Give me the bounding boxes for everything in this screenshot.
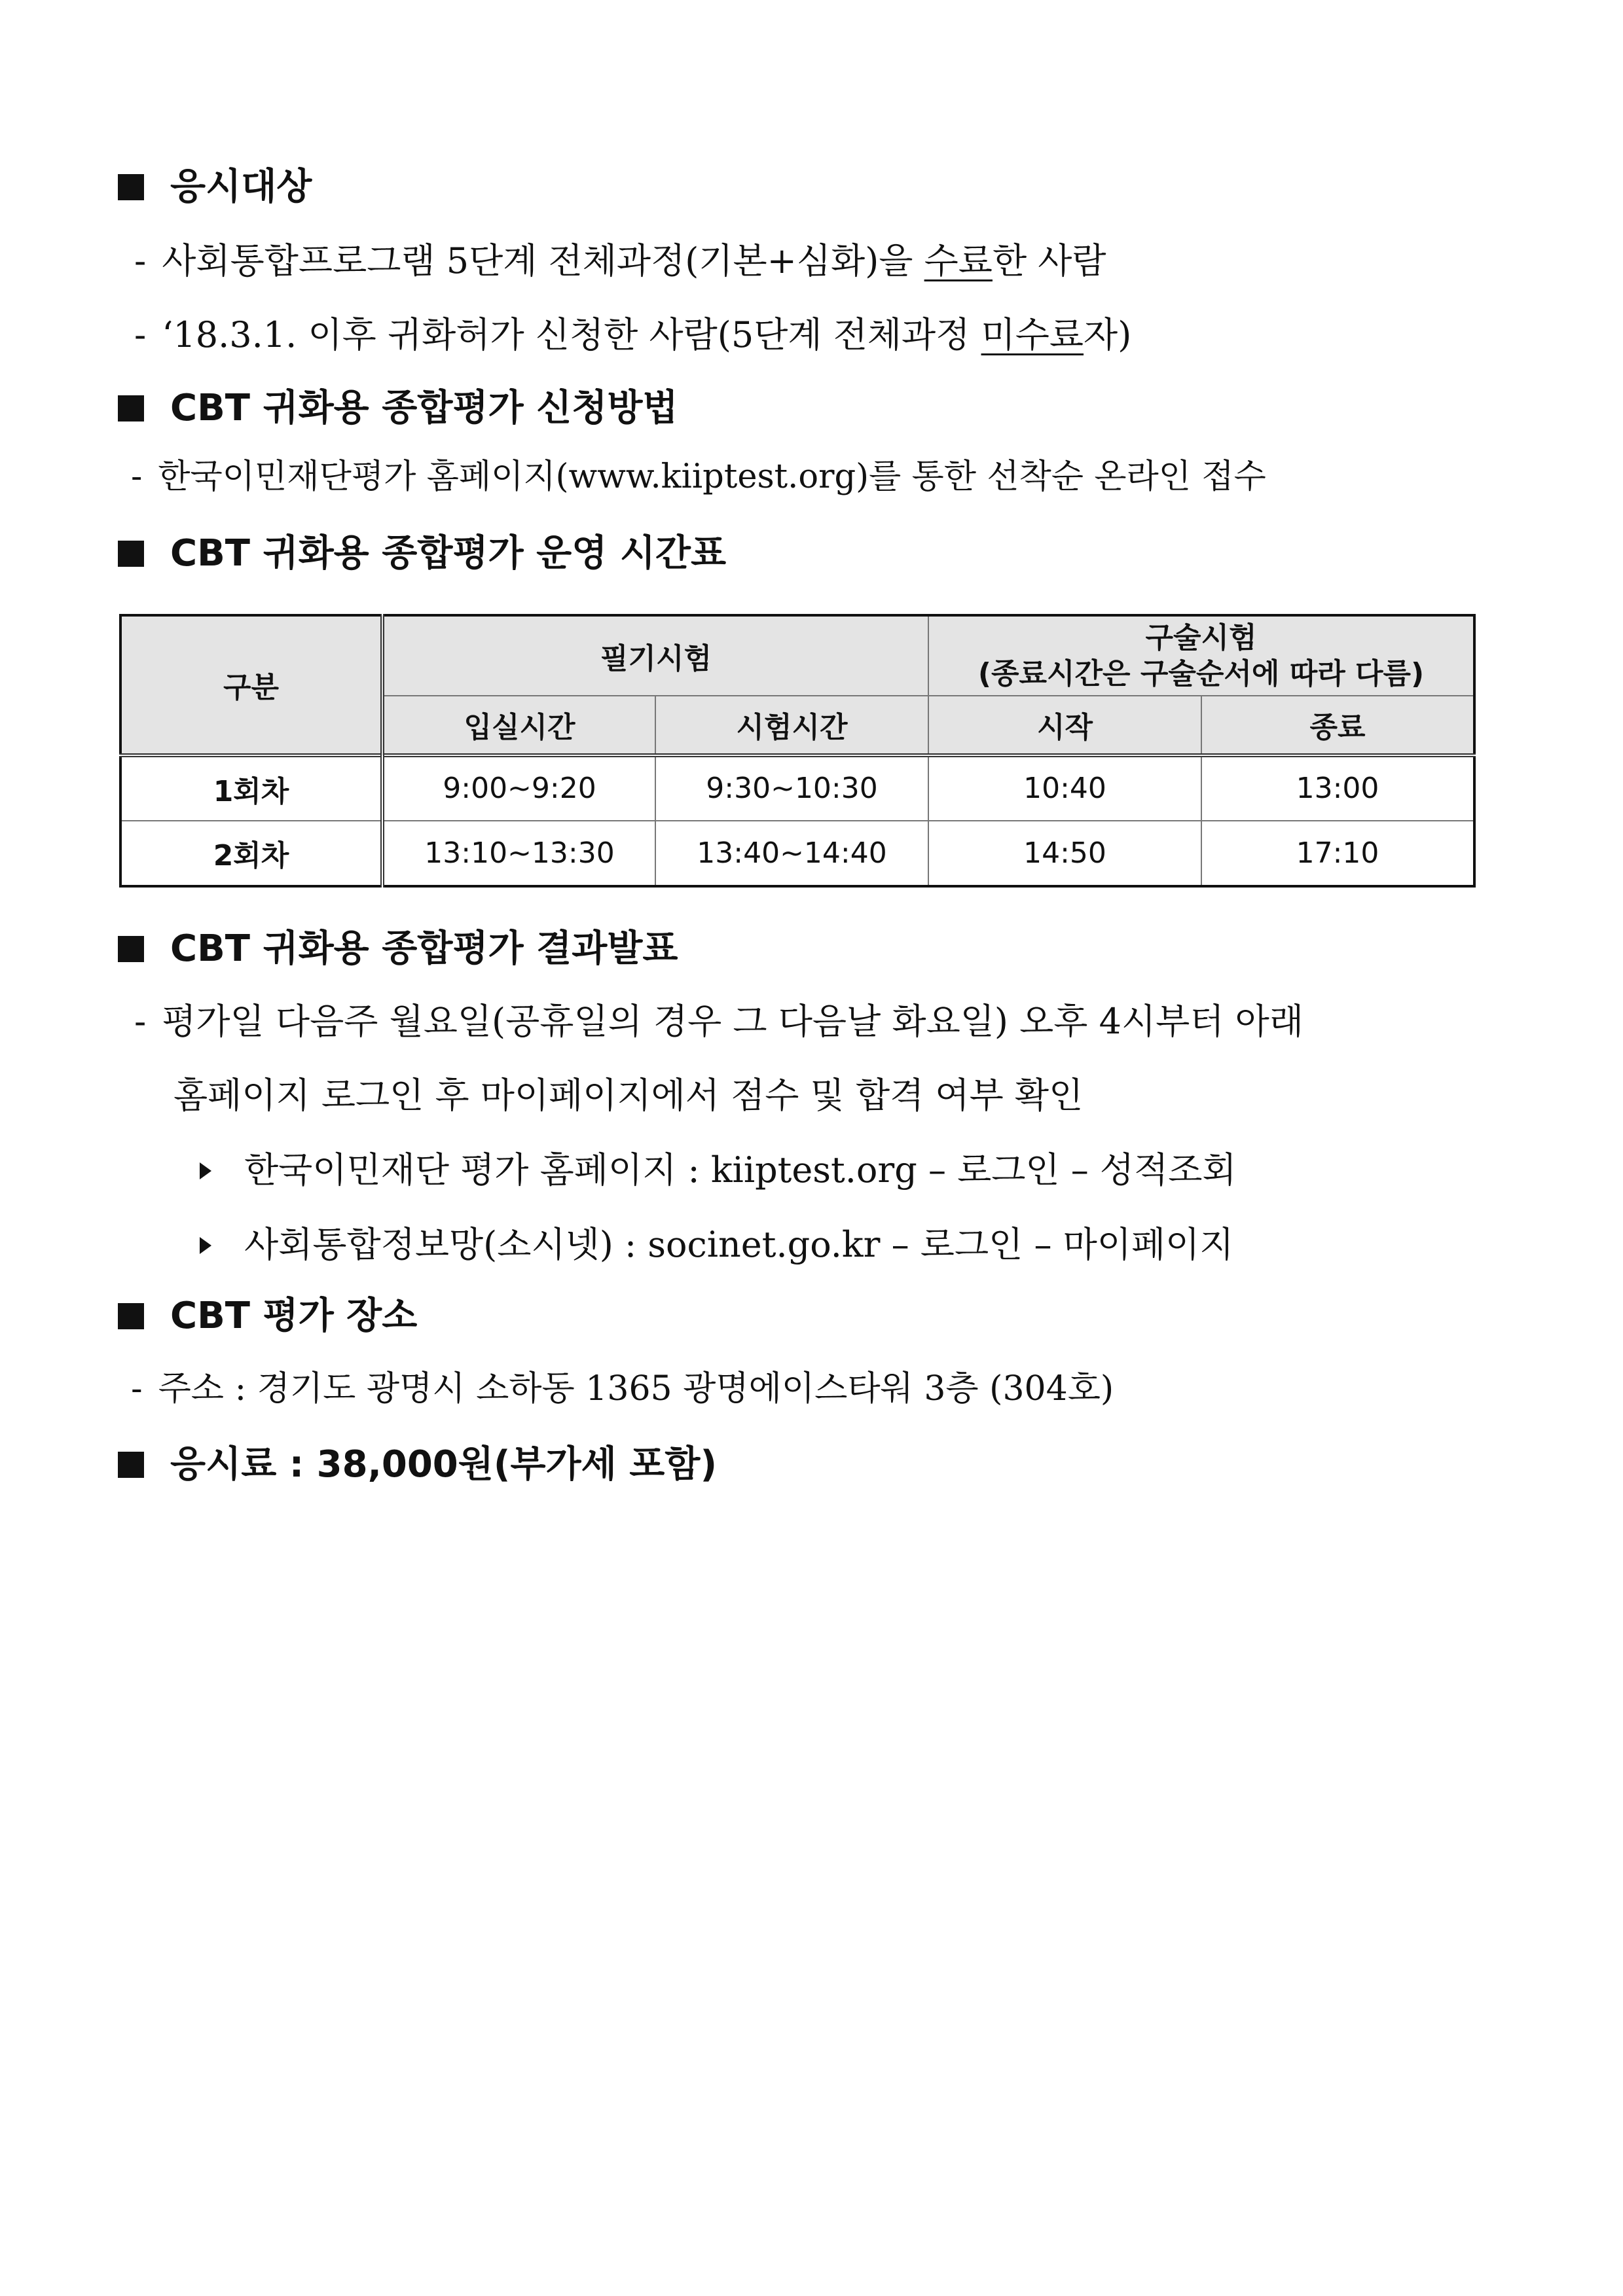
square-bullet-icon xyxy=(118,1303,144,1329)
result-bullet-1: 한국이민재단 평가 홈페이지 : kiiptest.org – 로그인 – 성적조회 xyxy=(200,1148,1237,1193)
heading-target: 응시대상 xyxy=(118,169,312,206)
square-bullet-icon xyxy=(118,174,144,200)
heading-fee: 응시료 : 38,000원(부가세 포함) xyxy=(118,1446,717,1483)
header-start: 시작 xyxy=(928,696,1201,755)
schedule-table xyxy=(119,614,1476,888)
square-bullet-icon xyxy=(118,541,144,567)
triangle-bullet-icon xyxy=(200,1162,211,1179)
table-row xyxy=(120,821,1474,886)
square-bullet-icon xyxy=(118,1452,144,1478)
triangle-bullet-icon xyxy=(200,1237,211,1254)
result-line-2: 홈페이지 로그인 후 마이페이지에서 점수 및 합격 여부 확인 xyxy=(173,1075,1084,1116)
cell-end: 13:00 xyxy=(1201,755,1474,821)
row-label: 2회차 xyxy=(120,821,382,886)
cell-entry: 9:00~9:20 xyxy=(382,755,655,821)
cell-start: 10:40 xyxy=(928,755,1201,821)
cell-exam: 13:40~14:40 xyxy=(655,821,928,886)
apply-line-1: - 한국이민재단평가 홈페이지(www.kiiptest.org)를 통한 선착순 온라인 접수 xyxy=(131,457,1266,496)
underlined-completed: 수료 xyxy=(924,240,993,281)
target-line-2: - ‘18.3.1. 이후 귀화허가 신청한 사람(5단계 전체과정 미수료자) xyxy=(134,314,1132,355)
square-bullet-icon xyxy=(118,395,144,422)
target-line-1: - 사회통합프로그램 5단계 전체과정(기본+심화)을 수료한 사람 xyxy=(134,240,1106,281)
table-row xyxy=(120,755,1474,821)
underlined-not-completed: 미수료 xyxy=(981,314,1084,355)
table-header-row xyxy=(120,615,1474,696)
cell-start: 14:50 xyxy=(928,821,1201,886)
header-written-exam: 필기시험 xyxy=(382,615,928,696)
heading-schedule: CBT 귀화용 종합평가 운영 시간표 xyxy=(118,535,726,572)
result-bullet-2: 사회통합정보망(소시넷) : socinet.go.kr – 로그인 – 마이페이지 xyxy=(200,1223,1233,1267)
cell-end: 17:10 xyxy=(1201,821,1474,886)
row-label: 1회차 xyxy=(120,755,382,821)
square-bullet-icon xyxy=(118,936,144,962)
header-oral-exam: 구술시험 (종료시간은 구술순서에 따라 다름) xyxy=(928,615,1474,696)
cell-exam: 9:30~10:30 xyxy=(655,755,928,821)
header-category: 구분 xyxy=(120,615,382,755)
header-entry-time: 입실시간 xyxy=(382,696,655,755)
heading-apply: CBT 귀화용 종합평가 신청방법 xyxy=(118,390,678,427)
header-end: 종료 xyxy=(1201,696,1474,755)
header-exam-time: 시험시간 xyxy=(655,696,928,755)
heading-result: CBT 귀화용 종합평가 결과발표 xyxy=(118,931,678,967)
cell-entry: 13:10~13:30 xyxy=(382,821,655,886)
result-line-1: - 평가일 다음주 월요일(공휴일의 경우 그 다음날 화요일) 오후 4시부터 아래 xyxy=(134,1001,1304,1042)
heading-location: CBT 평가 장소 xyxy=(118,1298,417,1335)
location-line-1: - 주소 : 경기도 광명시 소하동 1365 광명에이스타워 3층 (304호) xyxy=(131,1369,1114,1408)
